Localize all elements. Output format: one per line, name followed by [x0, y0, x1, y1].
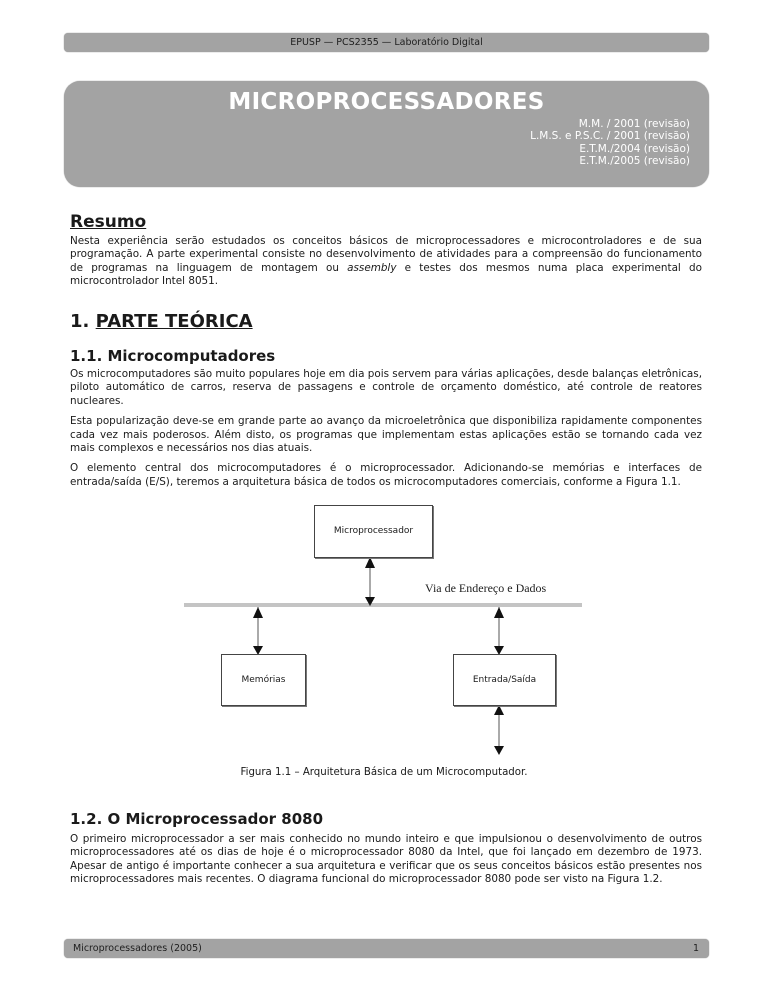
header-text: EPUSP — PCS2355 — Laboratório Digital [290, 37, 483, 48]
page-number: 1 [692, 943, 699, 954]
block-label: Memórias [241, 675, 286, 685]
block-label: Entrada/Saída [472, 675, 537, 685]
subsection-1-2-body [70, 833, 702, 887]
resumo-section [70, 235, 702, 289]
resumo-paragraph [70, 235, 702, 289]
subsection-heading-1-1: 1.1. Microcomputadores [70, 347, 276, 365]
revision-line: M.M. / 2001 (revisão) [578, 118, 690, 130]
footer-title: Microprocessadores (2005) [73, 943, 202, 954]
paragraph: Esta popularização deve-se em grande parte ao avanço da microeletrônica que disponibiliza rapidamente componentes cada vez mais poderosos. Além disto, os programas que implementam estas aplicações estão se tornando cada vez mais complexos e necessários nos dias atuais. [70, 415, 702, 455]
revision-line: E.T.M./2004 (revisão) [579, 142, 690, 155]
section-number: 1. [70, 311, 90, 332]
memory-block [221, 654, 306, 706]
resumo-italic-term: assembly [347, 261, 397, 274]
revision-line: E.T.M./2005 (revisão) [579, 154, 690, 167]
resumo-heading: Resumo [70, 212, 147, 232]
document-title: MICROPROCESSADORES [228, 89, 545, 115]
bus-label: Via de Endereço e Dados [425, 581, 547, 595]
subsection-heading-1-2: 1.2. O Microprocessador 8080 [70, 810, 324, 828]
paragraph: Os microcomputadores são muito populares hoje em dia pois servem para várias aplicações, desde balanças eletrônicas, piloto automático de carros, reserva de passagens e controle de orçamento doméstico, até controle de reatores nucleares. [70, 368, 703, 407]
paragraph: O elemento central dos microcomputadores é o microprocessador. Adicionando-se memórias e interfaces de entrada/saída (E/S), teremos a arquitetura básica de todos os microcomputadores comerciais, conforme a Figura 1.1. [70, 462, 702, 488]
revision-line: L.M.S. e P.S.C. / 2001 (revisão) [530, 130, 690, 143]
resumo-text: Nesta experiência serão estudados os conceitos básicos de microprocessadores e microcontroladores e de sua programação. A parte experimental consiste no desenvolvimento de atividades para a compreensão do funcionamento de programas na linguagem de montagem ou [70, 235, 702, 274]
page-header [64, 33, 709, 52]
paragraph: O primeiro microprocessador a ser mais conhecido no mundo inteiro e que impulsionou o desenvolvimento de outros microprocessadores até os dias de hoje é o microprocessador 8080 da Intel, que foi lançado em dezembro de 1973. Apesar de antigo é importante conhecer a sua arquitetura e verificar que os seus conceitos básicos estão presentes nos microprocessadores mais recentes. O diagrama funcional do microprocessador 8080 pode ser visto na Figura 1.2. [70, 833, 702, 886]
microprocessor-block [314, 505, 433, 558]
io-block [453, 654, 556, 706]
section-heading [70, 311, 253, 332]
figure-caption: Figura 1.1 – Arquitetura Básica de um Microcomputador. [240, 767, 528, 778]
revision-list [530, 118, 690, 167]
resumo-text-end: e testes dos mesmos numa placa experimental do microcontrolador Intel 8051. [70, 261, 702, 288]
page-footer [64, 939, 709, 958]
section-title: PARTE TEÓRICA [95, 311, 253, 332]
title-box [64, 81, 709, 187]
subsection-1-1-body [70, 368, 702, 489]
block-label: Microprocessador [333, 526, 414, 536]
